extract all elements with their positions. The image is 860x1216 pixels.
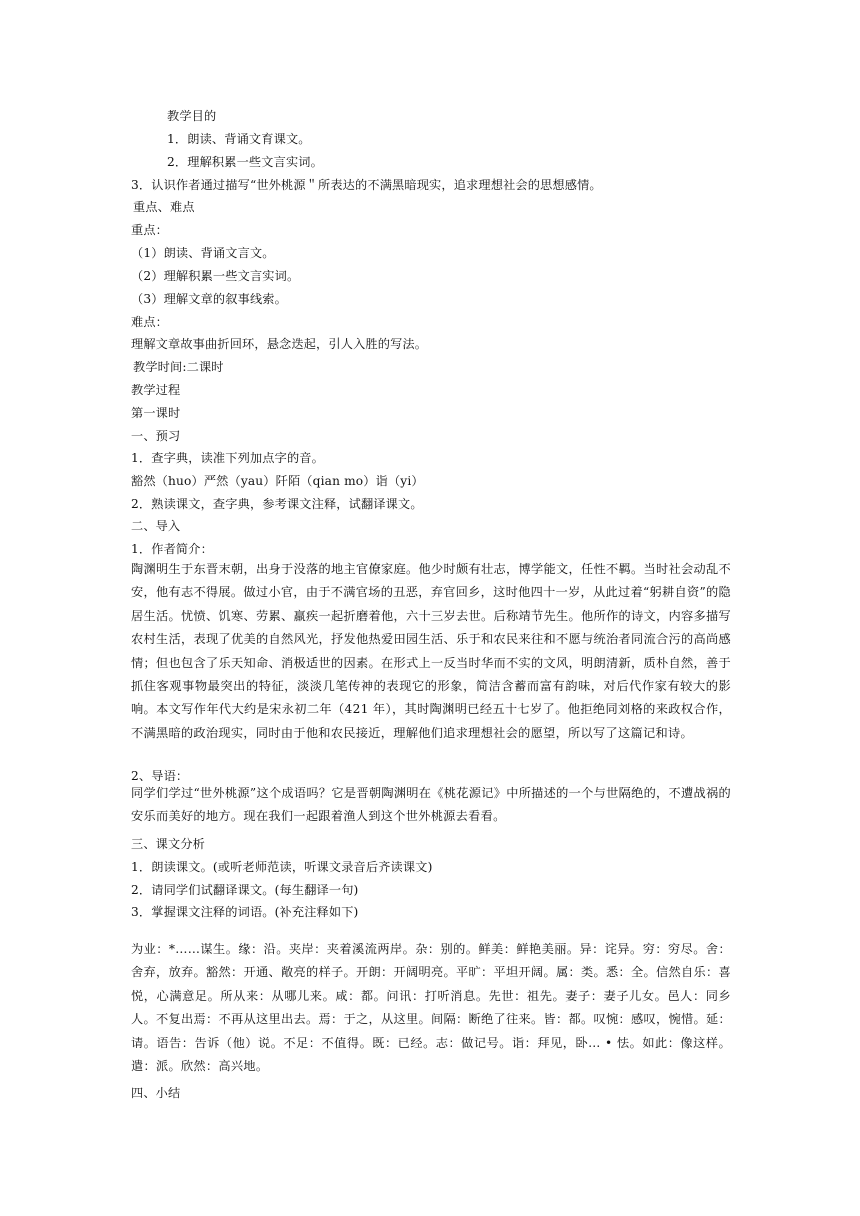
- summary-heading: 四、小结: [131, 1086, 181, 1100]
- teaching-process: 教学过程: [131, 383, 181, 397]
- preview-heading: 一、预习: [131, 429, 181, 443]
- analysis-heading: 三、课文分析: [131, 837, 206, 851]
- analysis-item-2: 2．请同学们试翻译课文。(每生翻译一句): [131, 883, 359, 897]
- teaching-goals-heading: 教学目的: [167, 109, 217, 123]
- difficulty-label: 难点：: [131, 315, 169, 329]
- intro-heading: 二、导入: [131, 519, 181, 533]
- author-heading: 1．作者简介：: [131, 542, 213, 556]
- difficulty-text: 理解文章故事曲折回环，悬念迭起，引人入胜的写法。: [131, 337, 428, 351]
- pinyin-line: 豁然（huo）严然（yau）阡陌（qian mo）诣（yi）: [131, 474, 424, 488]
- key-item-3: （3）理解文章的叙事线索。: [131, 292, 287, 306]
- goal-item-1: 1．朗读、背诵文育课文。: [167, 132, 311, 146]
- author-paragraph: 陶渊明生于东晋末朝，出身于没落的地主官僚家庭。他少时颇有壮志，博学能文，任性不羁。当时社会动乱不安，他有志不得展。做过小官，由于不满官场的丑恶，弃官回乡，这时他四十一岁，从此过着“躬耕自资”的隐居生活。忧愤、饥寒、劳累、羸疾一起折磨着他，六十三岁去世。后称靖节先生。他所作的诗文，内容多描写农村生活，表现了优美的自然风光，抒发他热爱田园生活、乐于和农民来往和不愿与统治者同流合污的高尚感情；但也包含了乐天知命、消极适世的因素。在形式上一反当时华而不实的文风，明朗清新，质朴自然，善于抓住客观事物最突出的特征，淡淡几笔传神的表现它的形象，简洁含蓄而富有韵味，对后代作家有较大的影响。本文写作年代大约是宋永初二年（421 年），其时陶渊明已经五十七岁了。他拒绝同刘格的来政权合作，不满黑暗的政治现实，同时由于他和农民接近，理解他们追求理想社会的愿望，所以写了这篇记和诗。: [131, 562, 731, 740]
- goal-item-3: 3．认识作者通过描写“世外桃源＂所表达的不满黑暗现实，追求理想社会的思想感情。: [131, 178, 602, 192]
- goal-item-2: 2．理解积累一些文言实词。: [167, 155, 323, 169]
- analysis-item-1: 1．朗读课文。(或听老师范读，听课文录音后齐读课文): [131, 860, 433, 874]
- key-label: 重点：: [131, 223, 169, 237]
- guide-paragraph: 同学们学过“世外桃源”这个成语吗？它是晋朝陶渊明在《桃花源记》中所描述的一个与世隔绝的，不遭战祸的安乐而美好的地方。现在我们一起跟着渔人到这个世外桃源去看看。: [131, 786, 731, 824]
- key-item-1: （1）朗读、背诵文言文。: [131, 246, 275, 260]
- teaching-time: 教学时间:二课时: [133, 360, 224, 374]
- analysis-item-3: 3．掌握课文注释的词语。(补充注释如下): [131, 905, 359, 919]
- notes-paragraph: 为业：*……谋生。缘：沿。夹岸：夹着溪流两岸。杂：别的。鲜美：鲜艳美丽。异：诧异。穷：穷尽。舍：舍弃，放弃。豁然：开通、敞亮的样子。开朗：开阔明亮。平旷：平坦开阔。属：类。悉：全。信然自乐：喜悦，心满意足。所从来：从哪儿来。咸：都。问讯：打听消息。先世：祖先。妻子：妻子儿女。邑人：同乡人。不复出焉：不再从这里出去。焉：于之，从这里。间隔：断绝了往来。皆：都。叹惋：感叹，惋惜。延：请。语告：告诉（他）说。不足：不值得。既：已经。志：做记号。诣：拜见，卧… • 怯。如此：像这样。遣：派。欣然：高兴地。: [131, 942, 731, 1074]
- preview-item-1: 1．查字典，读准下列加点字的音。: [131, 451, 324, 465]
- preview-item-2: 2．熟读课文，查字典，参考课文注释，试翻译课文。: [131, 497, 423, 511]
- key-points-heading: 重点、难点: [133, 200, 195, 214]
- guide-heading: 2、导语：: [131, 769, 189, 783]
- key-item-2: （2）理解积累一些文言实词。: [131, 269, 300, 283]
- first-lesson: 第一课时: [131, 406, 181, 420]
